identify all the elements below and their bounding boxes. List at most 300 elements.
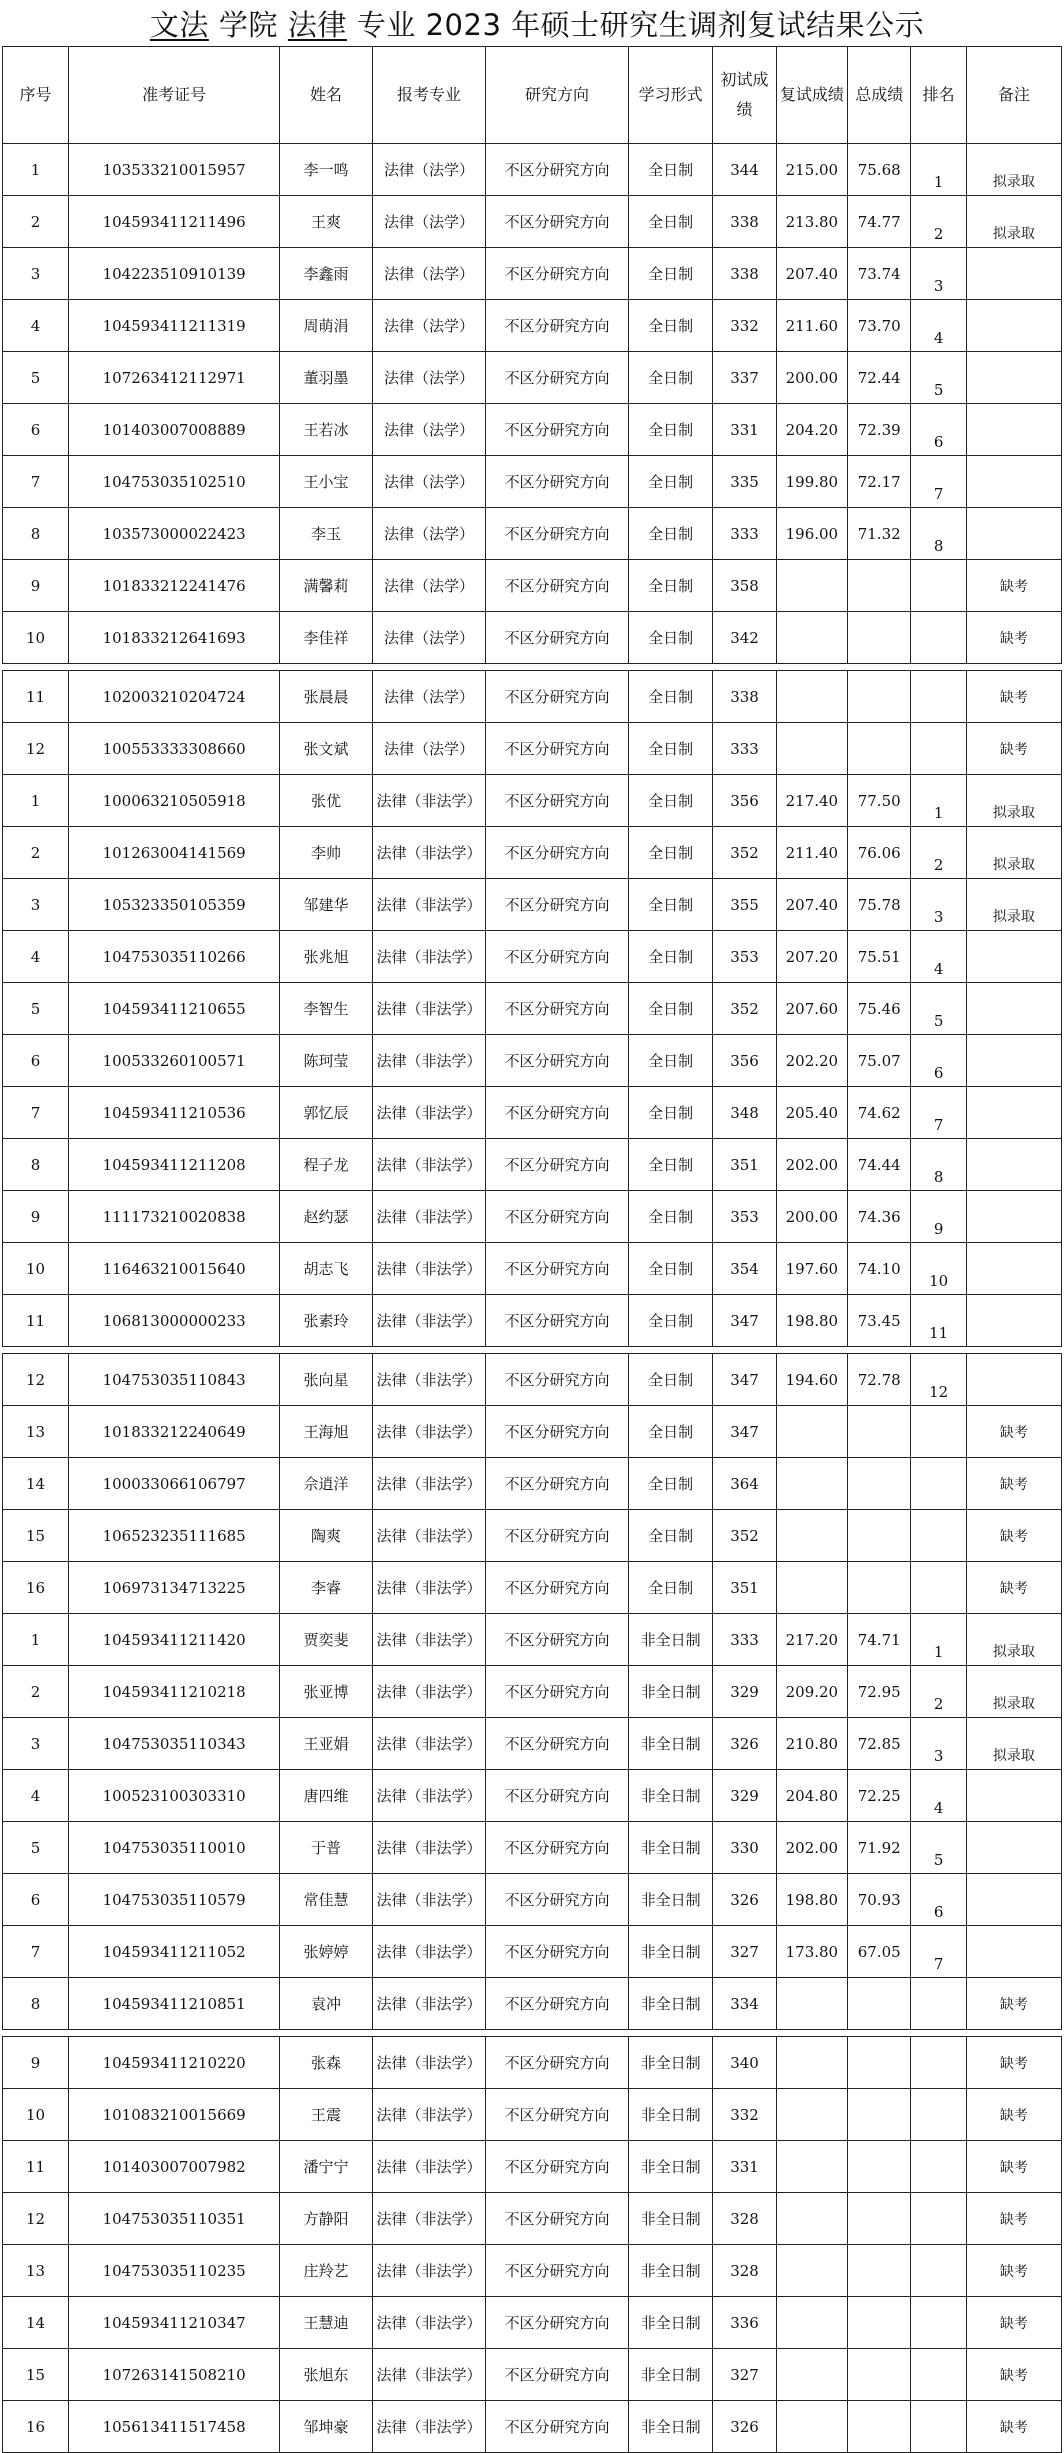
cell-prelim: 358 <box>713 560 776 612</box>
cell-rank <box>911 1406 966 1458</box>
cell-name: 李鑫雨 <box>280 248 372 300</box>
cell-note: 缺考 <box>966 1458 1061 1510</box>
cell-prelim: 354 <box>713 1243 776 1295</box>
results-body <box>3 144 1062 2453</box>
cell-major: 法律（非法学） <box>372 1926 486 1978</box>
cell-total <box>848 2401 911 2453</box>
cell-direction: 不区分研究方向 <box>486 1458 629 1510</box>
cell-major: 法律（非法学） <box>372 1978 486 2030</box>
cell-total: 72.44 <box>848 352 911 404</box>
cell-major: 法律（非法学） <box>372 1295 486 1347</box>
table-row <box>3 1718 1062 1770</box>
cell-exam-id: 111173210020838 <box>69 1191 280 1243</box>
cell-name: 张婷婷 <box>280 1926 372 1978</box>
cell-mode: 全日制 <box>628 1458 713 1510</box>
cell-rank <box>911 723 966 775</box>
cell-note: 缺考 <box>966 2141 1061 2193</box>
cell-mode: 全日制 <box>628 196 713 248</box>
cell-mode: 全日制 <box>628 723 713 775</box>
cell-total: 75.07 <box>848 1035 911 1087</box>
cell-direction: 不区分研究方向 <box>486 775 629 827</box>
cell-total: 73.45 <box>848 1295 911 1347</box>
cell-direction: 不区分研究方向 <box>486 2401 629 2453</box>
cell-major: 法律（非法学） <box>372 2401 486 2453</box>
header-note: 备注 <box>966 47 1061 144</box>
cell-rank <box>911 612 966 664</box>
cell-direction: 不区分研究方向 <box>486 1295 629 1347</box>
table-row <box>3 456 1062 508</box>
cell-direction: 不区分研究方向 <box>486 2089 629 2141</box>
cell-seq: 6 <box>3 404 69 456</box>
table-row <box>3 671 1062 723</box>
cell-retest: 198.80 <box>776 1874 847 1926</box>
cell-major: 法律（非法学） <box>372 1666 486 1718</box>
cell-major: 法律（非法学） <box>372 1874 486 1926</box>
cell-seq: 11 <box>3 1295 69 1347</box>
cell-total: 75.46 <box>848 983 911 1035</box>
cell-retest <box>776 2089 847 2141</box>
cell-name: 陶爽 <box>280 1510 372 1562</box>
cell-seq: 13 <box>3 1406 69 1458</box>
table-row <box>3 775 1062 827</box>
cell-mode: 非全日制 <box>628 2193 713 2245</box>
cell-total <box>848 2089 911 2141</box>
cell-rank <box>911 2297 966 2349</box>
cell-note: 拟录取 <box>966 196 1061 248</box>
cell-rank <box>911 1510 966 1562</box>
table-row <box>3 404 1062 456</box>
table-row <box>3 300 1062 352</box>
cell-total <box>848 2037 911 2089</box>
cell-prelim: 352 <box>713 983 776 1035</box>
cell-direction: 不区分研究方向 <box>486 827 629 879</box>
cell-major: 法律（非法学） <box>372 1139 486 1191</box>
cell-major: 法律（非法学） <box>372 1718 486 1770</box>
cell-name: 王若冰 <box>280 404 372 456</box>
cell-total <box>848 1458 911 1510</box>
cell-retest: 207.60 <box>776 983 847 1035</box>
cell-mode: 全日制 <box>628 1035 713 1087</box>
cell-seq: 12 <box>3 2193 69 2245</box>
table-row <box>3 2297 1062 2349</box>
cell-mode: 非全日制 <box>628 1666 713 1718</box>
cell-name: 张兆旭 <box>280 931 372 983</box>
cell-note <box>966 983 1061 1035</box>
cell-prelim: 332 <box>713 2089 776 2141</box>
cell-direction: 不区分研究方向 <box>486 1614 629 1666</box>
cell-note <box>966 1191 1061 1243</box>
cell-major: 法律（法学） <box>372 196 486 248</box>
cell-exam-id: 104593411210536 <box>69 1087 280 1139</box>
header-rank: 排名 <box>911 47 966 144</box>
table-row <box>3 1978 1062 2030</box>
cell-major: 法律（非法学） <box>372 827 486 879</box>
cell-total <box>848 671 911 723</box>
cell-mode: 全日制 <box>628 983 713 1035</box>
cell-name: 胡志飞 <box>280 1243 372 1295</box>
cell-direction: 不区分研究方向 <box>486 1406 629 1458</box>
table-row <box>3 508 1062 560</box>
cell-retest <box>776 2297 847 2349</box>
cell-note <box>966 1243 1061 1295</box>
cell-retest <box>776 1510 847 1562</box>
cell-direction: 不区分研究方向 <box>486 612 629 664</box>
title-school: 文法 <box>149 8 209 42</box>
cell-major: 法律（非法学） <box>372 1770 486 1822</box>
cell-rank <box>911 2089 966 2141</box>
table-row <box>3 1087 1062 1139</box>
cell-note: 缺考 <box>966 1978 1061 2030</box>
cell-seq: 12 <box>3 723 69 775</box>
cell-name: 庄羚艺 <box>280 2245 372 2297</box>
cell-exam-id: 106523235111685 <box>69 1510 280 1562</box>
header-seq: 序号 <box>3 47 69 144</box>
cell-rank: 5 <box>911 983 966 1035</box>
cell-exam-id: 106813000000233 <box>69 1295 280 1347</box>
table-row <box>3 1770 1062 1822</box>
cell-note <box>966 1822 1061 1874</box>
cell-retest <box>776 2037 847 2089</box>
cell-note <box>966 404 1061 456</box>
cell-rank <box>911 2141 966 2193</box>
cell-major: 法律（非法学） <box>372 1614 486 1666</box>
cell-name: 张晨晨 <box>280 671 372 723</box>
cell-mode: 全日制 <box>628 827 713 879</box>
cell-prelim: 329 <box>713 1666 776 1718</box>
results-table <box>2 46 1062 2453</box>
cell-note: 缺考 <box>966 2245 1061 2297</box>
cell-prelim: 355 <box>713 879 776 931</box>
cell-seq: 5 <box>3 983 69 1035</box>
cell-seq: 14 <box>3 1458 69 1510</box>
cell-name: 张优 <box>280 775 372 827</box>
cell-name: 李佳祥 <box>280 612 372 664</box>
cell-rank: 2 <box>911 1666 966 1718</box>
cell-retest <box>776 1406 847 1458</box>
table-row <box>3 983 1062 1035</box>
cell-total: 70.93 <box>848 1874 911 1926</box>
cell-name: 李玉 <box>280 508 372 560</box>
cell-retest <box>776 1458 847 1510</box>
cell-prelim: 348 <box>713 1087 776 1139</box>
cell-retest <box>776 2349 847 2401</box>
cell-mode: 全日制 <box>628 508 713 560</box>
cell-rank: 3 <box>911 1718 966 1770</box>
title-major: 法律 <box>287 8 347 42</box>
cell-prelim: 338 <box>713 196 776 248</box>
cell-rank: 3 <box>911 248 966 300</box>
cell-seq: 15 <box>3 2349 69 2401</box>
cell-prelim: 331 <box>713 2141 776 2193</box>
table-row <box>3 2193 1062 2245</box>
title-college: 学院 <box>218 8 278 42</box>
cell-mode: 全日制 <box>628 300 713 352</box>
cell-direction: 不区分研究方向 <box>486 1510 629 1562</box>
cell-note: 缺考 <box>966 2297 1061 2349</box>
cell-exam-id: 103533210015957 <box>69 144 280 196</box>
cell-major: 法律（非法学） <box>372 879 486 931</box>
cell-prelim: 333 <box>713 508 776 560</box>
cell-prelim: 329 <box>713 1770 776 1822</box>
cell-prelim: 351 <box>713 1562 776 1614</box>
cell-mode: 非全日制 <box>628 1614 713 1666</box>
cell-direction: 不区分研究方向 <box>486 1243 629 1295</box>
cell-retest: 198.80 <box>776 1295 847 1347</box>
cell-major: 法律（非法学） <box>372 1191 486 1243</box>
cell-rank <box>911 1458 966 1510</box>
cell-exam-id: 103573000022423 <box>69 508 280 560</box>
cell-name: 唐四维 <box>280 1770 372 1822</box>
cell-mode: 全日制 <box>628 560 713 612</box>
cell-prelim: 336 <box>713 2297 776 2349</box>
cell-mode: 全日制 <box>628 1087 713 1139</box>
cell-seq: 2 <box>3 196 69 248</box>
separator-cell <box>3 664 1062 671</box>
cell-rank: 7 <box>911 1926 966 1978</box>
cell-exam-id: 104593411211208 <box>69 1139 280 1191</box>
table-row <box>3 1295 1062 1347</box>
table-row <box>3 723 1062 775</box>
table-row <box>3 560 1062 612</box>
header-exam-id: 准考证号 <box>69 47 280 144</box>
cell-direction: 不区分研究方向 <box>486 1562 629 1614</box>
cell-mode: 非全日制 <box>628 2089 713 2141</box>
cell-note: 缺考 <box>966 1562 1061 1614</box>
header-mode: 学习形式 <box>628 47 713 144</box>
cell-prelim: 327 <box>713 2349 776 2401</box>
cell-name: 贾奕斐 <box>280 1614 372 1666</box>
cell-retest: 215.00 <box>776 144 847 196</box>
cell-exam-id: 101083210015669 <box>69 2089 280 2141</box>
cell-exam-id: 100533260100571 <box>69 1035 280 1087</box>
cell-note: 缺考 <box>966 1510 1061 1562</box>
cell-note: 拟录取 <box>966 827 1061 879</box>
cell-note <box>966 508 1061 560</box>
cell-retest: 209.20 <box>776 1666 847 1718</box>
cell-exam-id: 101403007007982 <box>69 2141 280 2193</box>
cell-name: 张亚博 <box>280 1666 372 1718</box>
cell-retest: 207.40 <box>776 879 847 931</box>
cell-mode: 全日制 <box>628 1510 713 1562</box>
cell-seq: 9 <box>3 2037 69 2089</box>
table-row <box>3 1243 1062 1295</box>
cell-prelim: 331 <box>713 404 776 456</box>
cell-exam-id: 104753035110351 <box>69 2193 280 2245</box>
cell-name: 张向星 <box>280 1354 372 1406</box>
cell-total <box>848 2297 911 2349</box>
cell-rank: 5 <box>911 352 966 404</box>
cell-name: 周萌涓 <box>280 300 372 352</box>
cell-total: 74.10 <box>848 1243 911 1295</box>
cell-major: 法律（非法学） <box>372 931 486 983</box>
cell-direction: 不区分研究方向 <box>486 404 629 456</box>
cell-rank: 6 <box>911 1874 966 1926</box>
cell-rank <box>911 1978 966 2030</box>
cell-seq: 9 <box>3 560 69 612</box>
table-row <box>3 827 1062 879</box>
cell-mode: 全日制 <box>628 1406 713 1458</box>
cell-prelim: 353 <box>713 1191 776 1243</box>
cell-retest: 196.00 <box>776 508 847 560</box>
cell-name: 王震 <box>280 2089 372 2141</box>
cell-prelim: 364 <box>713 1458 776 1510</box>
cell-retest: 200.00 <box>776 1191 847 1243</box>
cell-total <box>848 2349 911 2401</box>
cell-mode: 全日制 <box>628 1191 713 1243</box>
cell-total: 74.44 <box>848 1139 911 1191</box>
cell-name: 王亚娟 <box>280 1718 372 1770</box>
cell-rank: 12 <box>911 1354 966 1406</box>
cell-prelim: 342 <box>713 612 776 664</box>
cell-exam-id: 104753035110579 <box>69 1874 280 1926</box>
cell-retest: 217.20 <box>776 1614 847 1666</box>
cell-seq: 1 <box>3 144 69 196</box>
cell-mode: 全日制 <box>628 1562 713 1614</box>
cell-name: 满馨莉 <box>280 560 372 612</box>
cell-prelim: 328 <box>713 2245 776 2297</box>
cell-name: 王海旭 <box>280 1406 372 1458</box>
cell-prelim: 337 <box>713 352 776 404</box>
table-row <box>3 352 1062 404</box>
cell-seq: 13 <box>3 2245 69 2297</box>
table-row <box>3 1614 1062 1666</box>
cell-exam-id: 105323350105359 <box>69 879 280 931</box>
cell-major: 法律（法学） <box>372 404 486 456</box>
cell-retest <box>776 560 847 612</box>
table-row <box>3 2245 1062 2297</box>
cell-retest <box>776 612 847 664</box>
cell-seq: 16 <box>3 2401 69 2453</box>
cell-direction: 不区分研究方向 <box>486 1191 629 1243</box>
cell-major: 法律（非法学） <box>372 983 486 1035</box>
cell-exam-id: 104223510910139 <box>69 248 280 300</box>
cell-note <box>966 1354 1061 1406</box>
cell-mode: 非全日制 <box>628 2245 713 2297</box>
cell-seq: 6 <box>3 1874 69 1926</box>
cell-major: 法律（法学） <box>372 352 486 404</box>
cell-note: 拟录取 <box>966 879 1061 931</box>
cell-note: 缺考 <box>966 671 1061 723</box>
cell-direction: 不区分研究方向 <box>486 1666 629 1718</box>
cell-exam-id: 100553333308660 <box>69 723 280 775</box>
cell-mode: 非全日制 <box>628 1978 713 2030</box>
cell-exam-id: 101833212641693 <box>69 612 280 664</box>
cell-rank <box>911 2037 966 2089</box>
cell-major: 法律（非法学） <box>372 2141 486 2193</box>
cell-note: 缺考 <box>966 2193 1061 2245</box>
cell-name: 方静阳 <box>280 2193 372 2245</box>
cell-major: 法律（非法学） <box>372 2245 486 2297</box>
page-title <box>0 0 1064 46</box>
cell-total: 73.74 <box>848 248 911 300</box>
cell-note <box>966 1087 1061 1139</box>
cell-retest: 197.60 <box>776 1243 847 1295</box>
cell-mode: 非全日制 <box>628 1874 713 1926</box>
cell-exam-id: 101263004141569 <box>69 827 280 879</box>
cell-retest: 202.00 <box>776 1139 847 1191</box>
cell-mode: 全日制 <box>628 1295 713 1347</box>
cell-note: 缺考 <box>966 2089 1061 2141</box>
cell-seq: 14 <box>3 2297 69 2349</box>
cell-note <box>966 248 1061 300</box>
table-row <box>3 248 1062 300</box>
cell-exam-id: 105613411517458 <box>69 2401 280 2453</box>
cell-prelim: 347 <box>713 1354 776 1406</box>
cell-retest: 207.40 <box>776 248 847 300</box>
cell-retest: 207.20 <box>776 931 847 983</box>
cell-rank: 4 <box>911 1770 966 1822</box>
cell-seq: 10 <box>3 2089 69 2141</box>
table-row <box>3 2037 1062 2089</box>
cell-prelim: 352 <box>713 1510 776 1562</box>
table-row <box>3 2349 1062 2401</box>
cell-note <box>966 1139 1061 1191</box>
cell-seq: 3 <box>3 879 69 931</box>
cell-exam-id: 101833212241476 <box>69 560 280 612</box>
table-row <box>3 1458 1062 1510</box>
cell-name: 陈珂莹 <box>280 1035 372 1087</box>
cell-total <box>848 1510 911 1562</box>
table-row <box>3 1191 1062 1243</box>
cell-seq: 7 <box>3 1087 69 1139</box>
cell-mode: 全日制 <box>628 612 713 664</box>
cell-note <box>966 931 1061 983</box>
cell-rank: 8 <box>911 1139 966 1191</box>
cell-rank: 11 <box>911 1295 966 1347</box>
cell-note: 拟录取 <box>966 1718 1061 1770</box>
cell-seq: 4 <box>3 300 69 352</box>
cell-retest: 211.60 <box>776 300 847 352</box>
cell-major: 法律（法学） <box>372 723 486 775</box>
cell-rank <box>911 1562 966 1614</box>
header-retest: 复试成绩 <box>776 47 847 144</box>
cell-rank <box>911 2245 966 2297</box>
cell-seq: 9 <box>3 1191 69 1243</box>
cell-name: 郭忆辰 <box>280 1087 372 1139</box>
cell-total <box>848 560 911 612</box>
cell-prelim: 335 <box>713 456 776 508</box>
cell-total <box>848 723 911 775</box>
table-row <box>3 1562 1062 1614</box>
cell-rank <box>911 671 966 723</box>
cell-seq: 10 <box>3 612 69 664</box>
cell-name: 佘逍洋 <box>280 1458 372 1510</box>
cell-major: 法律（非法学） <box>372 1087 486 1139</box>
cell-note <box>966 1926 1061 1978</box>
cell-retest: 199.80 <box>776 456 847 508</box>
cell-exam-id: 102003210204724 <box>69 671 280 723</box>
table-row <box>3 1510 1062 1562</box>
cell-retest: 173.80 <box>776 1926 847 1978</box>
cell-major: 法律（法学） <box>372 612 486 664</box>
table-row <box>3 1822 1062 1874</box>
cell-major: 法律（非法学） <box>372 1243 486 1295</box>
cell-note <box>966 300 1061 352</box>
cell-exam-id: 104593411210220 <box>69 2037 280 2089</box>
cell-rank <box>911 2349 966 2401</box>
cell-rank: 4 <box>911 300 966 352</box>
cell-major: 法律（法学） <box>372 560 486 612</box>
cell-rank: 1 <box>911 775 966 827</box>
cell-major: 法律（法学） <box>372 300 486 352</box>
table-row <box>3 1139 1062 1191</box>
cell-direction: 不区分研究方向 <box>486 1926 629 1978</box>
cell-total: 72.25 <box>848 1770 911 1822</box>
cell-total: 72.85 <box>848 1718 911 1770</box>
cell-rank: 8 <box>911 508 966 560</box>
cell-direction: 不区分研究方向 <box>486 508 629 560</box>
cell-rank: 1 <box>911 144 966 196</box>
